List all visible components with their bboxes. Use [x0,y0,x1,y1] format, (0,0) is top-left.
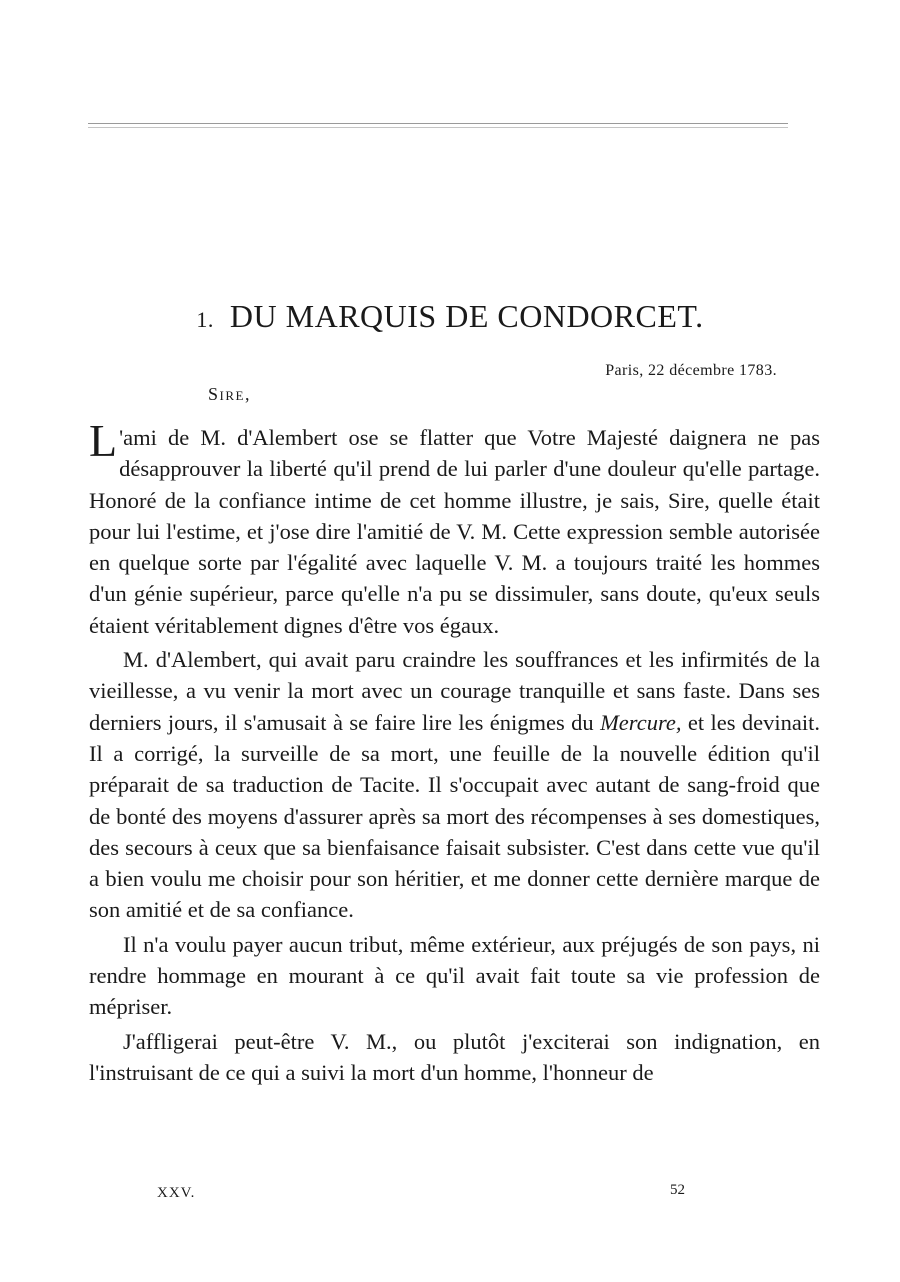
top-rule [88,123,788,124]
letter-body [89,415,820,1088]
paragraph-2-text-b: et les devinait. Il a corrigé, la surveille de sa mort, une feuille de la nouvelle édition qu'il préparait de sa traduction de Tacite. Il s'occupait avec autant de sang-froid que de bonté des moyens d'assurer après sa mort des récompenses à ses domestiques, des secours à ceux que sa bienfaisance faisait subsister. C'est dans cette vue qu'il a bien voulu me choisir pour son héritier, et me donner cette dernière marque de son amitié et de sa confiance. [89,709,820,923]
salutation: Sire, [208,384,251,404]
top-rule-secondary [88,127,788,128]
letter-title: DU MARQUIS DE CONDORCET. [229,298,704,334]
paragraph-2 [89,644,820,926]
paragraph-1-text: 'ami de M. d'Alembert ose se flatter que Votre Majesté daignera ne pas désapprouver la liberté qu'il prend de lui parler d'une douleur qu'elle partage. Honoré de la confiance intime de cet homme illustre, je sais, Sire, quelle était pour lui l'estime, et j'ose dire l'amitié de V. M. Cette expression semble autorisée en quelque sorte par l'égalité avec laquelle V. M. a toujours traité les hommes d'un génie supérieur, parce qu'elle n'a pu se dissimuler, sans doute, qu'eux seuls étaient véritablement dignes d'être vos égaux. [89,425,820,638]
paragraph-1 [89,415,820,641]
page-number: 52 [670,1182,685,1198]
paragraph-3: Il n'a voulu payer aucun tribut, même extérieur, aux préjugés de son pays, ni rendre hommage en mourant à ce qu'il avait fait toute sa vie profession de mépriser. [89,931,820,1020]
paragraph-2-text-a: M. d'Alembert, qui avait paru craindre les souffrances et les infirmités de la vieillesse, a vu venir la mort avec un courage tranquille et sans faste. Dans ses derniers jours, il s'amusait à se faire lire les énigmes du [89,647,820,735]
letter-number: 1. [196,307,214,332]
dateline: Paris, 22 décembre 1783. [605,362,777,379]
drop-cap: L [89,415,118,466]
signature-mark: XXV. [157,1185,196,1201]
letter-heading [0,298,900,335]
paragraph-2-italic: Mercure, [600,709,682,735]
paragraph-4: J'affligerai peut-être V. M., ou plutôt j'exciterai son indignation, en l'instruisant de ce qui a suivi la mort d'un homme, l'honneur de [89,1028,820,1085]
